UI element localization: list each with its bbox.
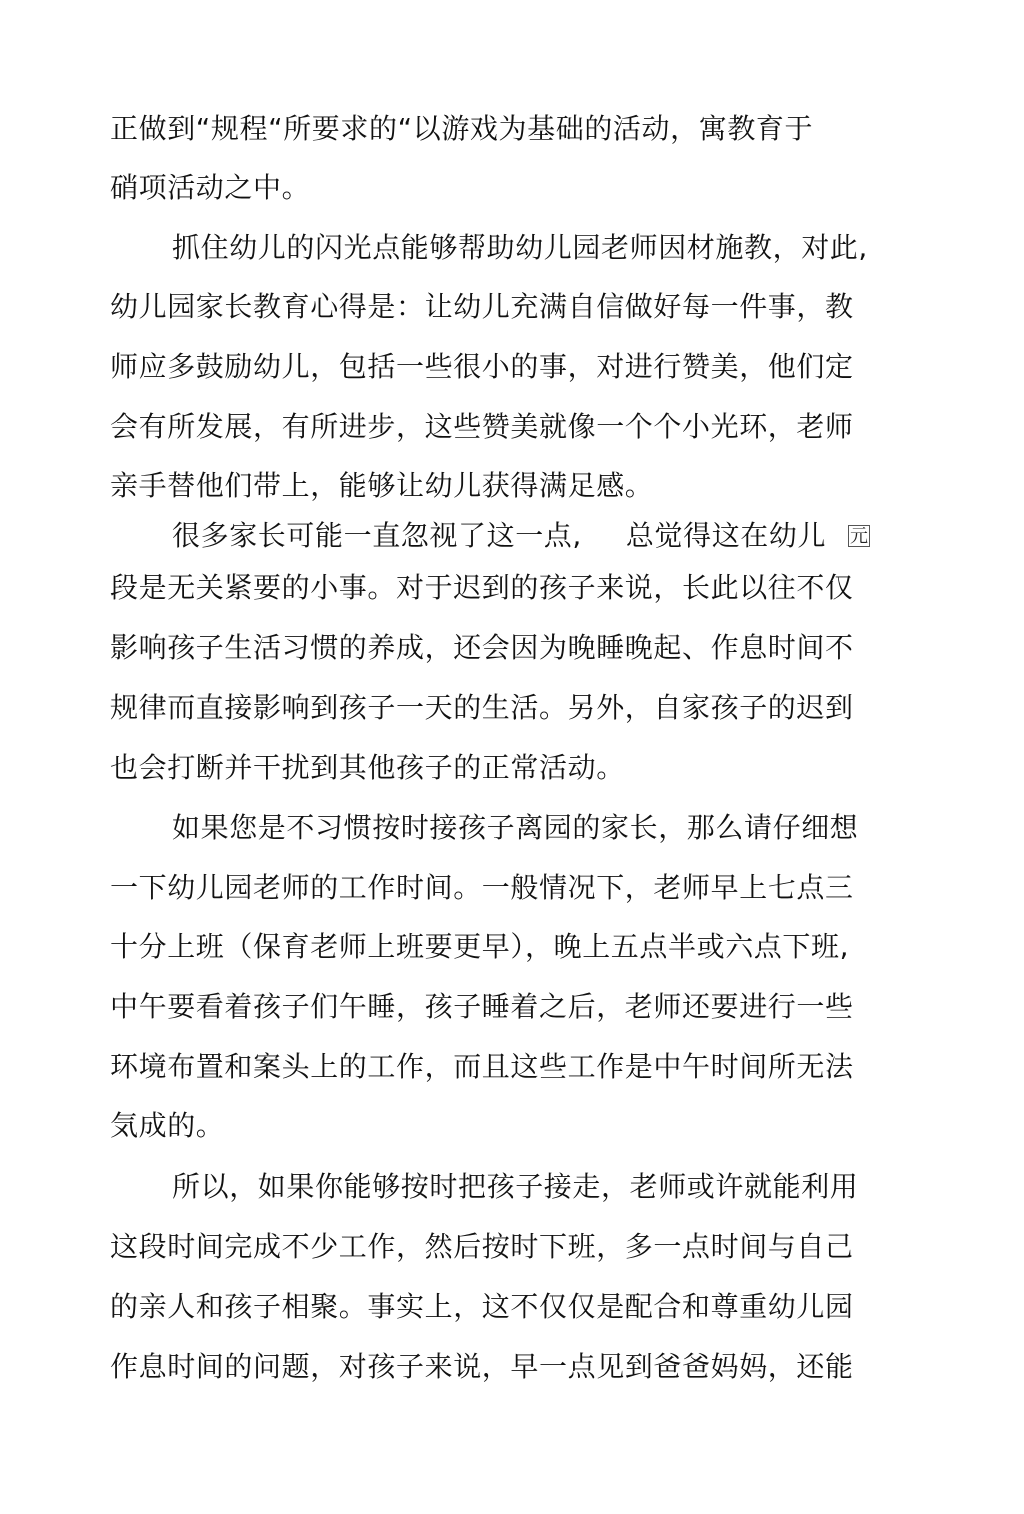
text-line: 十分上班（保育老师上班要更早），晚上五点半或六点下班, [110,930,850,963]
text-line: 気成的。 [110,1109,225,1142]
text-line: 抓住幼儿的闪光点能够帮助幼儿园老师因材施教，对此, [172,231,868,264]
text-line: 也会打断并干扰到其他孩子的正常活动。 [110,751,625,784]
text-line: 师应多鼓励幼儿，包括一些很小的事，对进行赞美，他们定 [110,350,854,383]
text-line: 如果您是不习惯按时接孩子离园的家长，那么请仔细想 [172,811,859,844]
text-line: 环境布置和案头上的工作，而且这些工作是中午时间所无法 [110,1050,854,1083]
text-fragment: 很多家长可能一直忽视了这一点, [172,519,582,552]
text-line [172,516,826,556]
text-line: 所以，如果你能够按时把孩子接走，老师或许就能利用 [172,1170,859,1203]
text-line: 规律而直接影响到孩子一天的生活。另外，自家孩子的迟到 [110,691,854,724]
text-line: 正做到“规程“所要求的“以游戏为基础的活动，寓教育于 [110,112,814,145]
text-line: 硝项活动之中。 [110,171,311,204]
text-line: 亲手替他们带上，能够让幼儿获得满足感。 [110,469,654,502]
text-fragment: 总觉得这在幼儿 [625,519,827,552]
stray-glyph-mark: 元 [850,526,868,547]
text-line: 影响孩子生活习惯的养成，还会因为晚睡晚起、作息时间不 [110,631,854,664]
text-line: 中午要看着孩子们午睡，孩子睡着之后，老师还要进行一些 [110,990,854,1023]
text-line: 这段时间完成不少工作，然后按时下班，多一点时间与自己 [110,1230,854,1263]
text-line: 幼儿园家长教育心得是：让幼儿充满自信做好每一件事，教 [110,290,854,323]
text-line: 段是无关紧要的小事。对于迟到的孩子来说，长此以往不仅 [110,571,854,604]
text-line: 的亲人和孩子相聚。事实上，这不仅仅是配合和尊重幼儿园 [110,1290,854,1323]
text-line: 作息时间的问题，对孩子来说，早一点见到爸爸妈妈，还能 [110,1350,854,1383]
text-line: 会有所发展，有所进步，这些赞美就像一个个小光环，老师 [110,410,854,443]
text-line: 一下幼儿园老师的工作时间。一般情况下，老师早上七点三 [110,871,854,904]
